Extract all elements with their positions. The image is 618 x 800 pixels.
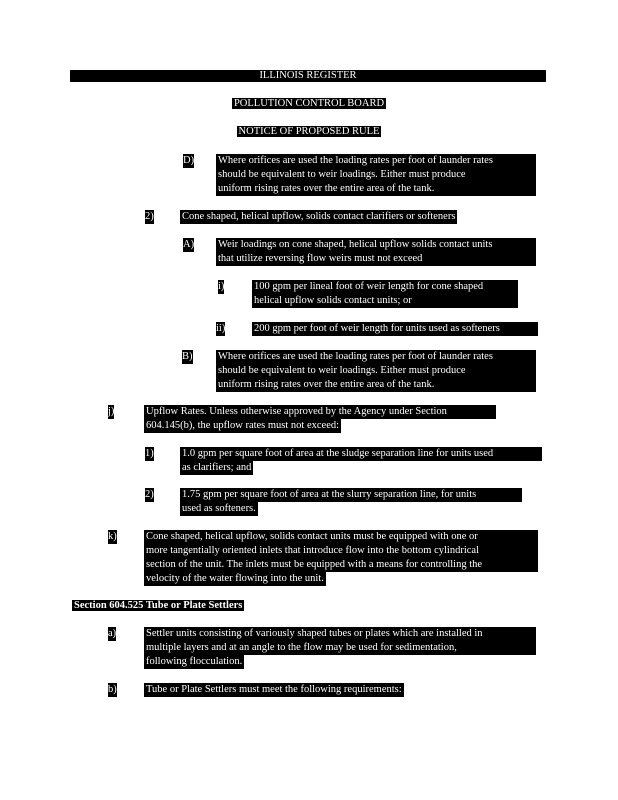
item-label-k: k): [108, 531, 117, 542]
item-j-text: Upflow Rates. Unless otherwise approved by the Agency under Section 604.145(b), the upflow rates must not exceed:: [144, 405, 496, 433]
item-j1-text: 1.0 gpm per square foot of area at the sludge separation line for units used as clarifiers; and: [180, 447, 542, 475]
item-i-text: 100 gpm per lineal foot of weir length for cone shaped helical upflow solids contact units; or: [252, 280, 518, 308]
register-title: ILLINOIS REGISTER: [259, 70, 357, 81]
item-label-i: i): [218, 281, 225, 292]
item-j2-text: 1.75 gpm per square foot of area at the slurry separation line, for units used as softeners.: [180, 488, 522, 516]
item-label-j1: 1): [145, 448, 154, 459]
item-B-text: Where orifices are used the loading rates per foot of launder rates should be equivalent to weir loadings. Either must produce uniform rising rates over the entire area of the tank.: [216, 350, 536, 392]
item-label-B: B): [182, 351, 193, 362]
item-label-j: j): [108, 406, 115, 417]
item-A-text: Weir loadings on cone shaped, helical upflow solids contact units that utilize reversing flow weirs must not exceed: [216, 238, 536, 266]
register-header-bar: [70, 70, 546, 82]
item-label-b: b): [108, 684, 117, 695]
item-label-a: a): [108, 628, 117, 639]
item-D-text: Where orifices are used the loading rates per foot of launder rates should be equivalent to weir loadings. Either must produce uniform rising rates over the entire area of the tank.: [216, 154, 536, 196]
item-a-text: Settler units consisting of variously shaped tubes or plates which are installed in multiple layers and at an angle to the flow may be used for sedimentation, following flocculation.: [144, 627, 536, 669]
item-ii-text: 200 gpm per foot of weir length for units used as softeners: [252, 322, 538, 336]
item-label-2: 2): [145, 211, 154, 222]
item-b-text: Tube or Plate Settlers must meet the following requirements:: [146, 684, 402, 695]
section-heading: Section 604.525 Tube or Plate Settlers: [74, 600, 243, 611]
board-name: POLLUTION CONTROL BOARD: [233, 98, 385, 109]
item-label-A: A): [183, 239, 195, 250]
item-label-D: D): [183, 155, 195, 166]
item-label-ii: ii): [216, 323, 226, 334]
item-label-j2: 2): [145, 489, 154, 500]
item-k-text: Cone shaped, helical upflow, solids contact units must be equipped with one or more tangentially oriented inlets that introduce flow into the bottom cylindrical section of the unit. The inlets must be equipped with a means for controlling the velocity of the water flowing into the unit.: [144, 530, 538, 586]
item-2-text: Cone shaped, helical upflow, solids contact clarifiers or softeners: [182, 211, 456, 222]
notice-type: NOTICE OF PROPOSED RULE: [238, 126, 380, 137]
